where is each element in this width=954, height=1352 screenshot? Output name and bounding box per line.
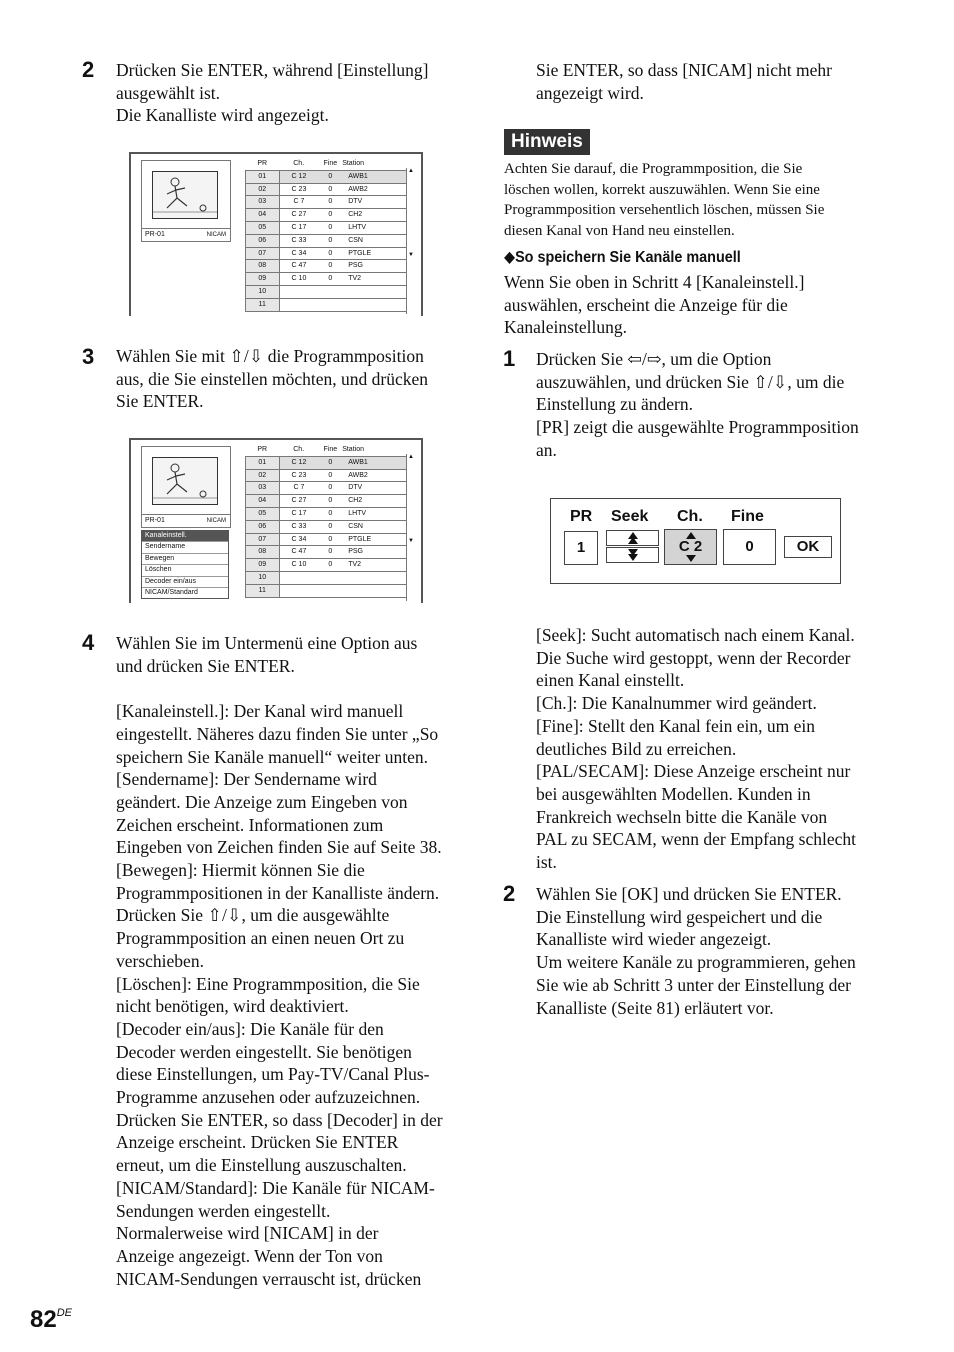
table-cell: 01 (246, 170, 280, 183)
text-line: NICAM-Sendungen verrauscht ist, drücken (116, 1268, 422, 1289)
text-line: ausgewählt ist. (116, 82, 221, 103)
text-line: Drücken Sie ENTER, so dass [Decoder] in der (116, 1109, 443, 1130)
table-row[interactable] (246, 520, 407, 533)
table-cell: DTV (342, 196, 406, 209)
table-row[interactable] (246, 533, 407, 546)
table-cell: C 17 (279, 221, 318, 234)
table-cell: 08 (246, 260, 280, 273)
language-code: DE (56, 1307, 72, 1319)
seek-down-icon (628, 554, 638, 561)
program-label: PR-01 (145, 517, 165, 524)
preview-thumbnail (141, 160, 231, 242)
table-cell (318, 298, 342, 311)
text-line: und drücken Sie ENTER. (116, 655, 295, 676)
seek-up-button[interactable] (606, 530, 659, 546)
text-line: [PR] zeigt die ausgewählte Programmposition (536, 417, 859, 438)
table-cell: CSN (342, 234, 406, 247)
table-cell: 10 (246, 571, 280, 584)
text-line: bei ausgewählten Modellen. Kunden in (536, 783, 811, 804)
table-cell: PTGLE (342, 247, 406, 260)
manual-step-2-text (536, 883, 856, 1019)
table-cell: 09 (246, 273, 280, 286)
fine-value-box[interactable]: 0 (723, 529, 776, 565)
text-line: Kanaleinstellung. (504, 317, 627, 338)
step-4-text (116, 632, 443, 1290)
table-cell: 08 (246, 546, 280, 559)
table-cell: 0 (318, 520, 342, 533)
text-line: diesen Kanal von Hand neu einstellen. (504, 222, 735, 239)
ch-label: Ch. (677, 508, 703, 525)
table-cell: 0 (318, 234, 342, 247)
submenu-item[interactable]: NICAM/Standard (145, 588, 198, 596)
text-line: Wählen Sie mit ⇧/⇩ die Programmposition (116, 346, 424, 366)
table-cell: C 12 (279, 456, 318, 469)
section-intro-text (504, 271, 804, 339)
table-row[interactable] (246, 209, 407, 222)
table-cell: C 10 (279, 273, 318, 286)
text-line: Sie ENTER. (116, 391, 204, 412)
text-line: [Decoder ein/aus]: Die Kanäle für den (116, 1018, 384, 1039)
seek-up-icon (628, 537, 638, 544)
text-line: Kanalliste (Seite 81) erläutert vor. (536, 997, 774, 1018)
table-cell (342, 298, 406, 311)
table-cell: C 47 (279, 546, 318, 559)
table-cell: PSG (342, 546, 406, 559)
table-cell: AWB2 (342, 183, 406, 196)
ch-value-box[interactable] (664, 529, 717, 565)
text-line: Achten Sie darauf, die Programmposition, die Sie (504, 161, 803, 177)
channel-list-submenu-screen (129, 438, 423, 603)
table-cell: TV2 (342, 559, 406, 572)
table-cell: 11 (246, 584, 280, 597)
table-cell: 0 (318, 559, 342, 572)
table-cell: 03 (246, 482, 280, 495)
text-line: PAL zu SECAM, wenn der Empfang schlecht (536, 829, 856, 850)
text-line: an. (536, 439, 557, 460)
table-cell: AWB1 (342, 170, 406, 183)
table-cell: 06 (246, 234, 280, 247)
text-line: Die Suche wird gestoppt, wenn der Recorder (536, 647, 851, 668)
step-2-text (116, 59, 429, 127)
table-cell: 10 (246, 285, 280, 298)
table-row[interactable] (246, 234, 407, 247)
fine-label: Fine (731, 508, 764, 525)
table-cell: TV2 (342, 273, 406, 286)
text-line: [Löschen]: Eine Programmposition, die Sie (116, 973, 420, 994)
table-cell: C 34 (279, 247, 318, 260)
column-header: Ch. (279, 158, 318, 170)
text-line: Um weitere Kanäle zu programmieren, gehen (536, 952, 856, 973)
text-line: [PAL/SECAM]: Diese Anzeige erscheint nur (536, 761, 851, 782)
submenu-item[interactable]: Löschen (142, 565, 228, 576)
text-line: diese Einstellungen, um Pay-TV/Canal Plus- (116, 1064, 430, 1085)
table-row[interactable] (246, 273, 407, 286)
table-cell: C 23 (279, 469, 318, 482)
table-cell (279, 571, 318, 584)
text-line: Wenn Sie oben in Schritt 4 [Kanaleinstell.] (504, 272, 805, 292)
table-cell: C 27 (279, 495, 318, 508)
text-line: einen Kanal einstellt. (536, 670, 685, 691)
table-cell: 0 (318, 221, 342, 234)
column-header: Fine (318, 444, 342, 456)
table-cell: C 12 (279, 170, 318, 183)
table-header-row (246, 158, 407, 170)
text-line: Zeichen erscheint. Informationen zum (116, 814, 384, 835)
table-cell: LHTV (342, 221, 406, 234)
table-row[interactable] (246, 221, 407, 234)
text-line: eingestellt. Näheres dazu finden Sie unter „So (116, 723, 439, 744)
preview-image (152, 457, 218, 505)
text-line: Frankreich wechseln bitte die Kanäle von (536, 806, 828, 827)
text-line: Programmposition versehentlich löschen, müssen Sie (504, 202, 825, 219)
column-header: Fine (318, 158, 342, 170)
table-cell: LHTV (342, 507, 406, 520)
step-number: 1 (503, 346, 516, 371)
table-cell: 07 (246, 247, 280, 260)
table-cell: C 10 (279, 559, 318, 572)
scrollbar[interactable]: ▲ ▼ (406, 454, 415, 601)
table-cell: 05 (246, 507, 280, 520)
table-cell: C 33 (279, 520, 318, 533)
table-cell: CH2 (342, 495, 406, 508)
table-cell: DTV (342, 482, 406, 495)
hint-label: Hinweis (504, 129, 590, 155)
text-line: Programme anzusehen oder aufzuzeichnen. (116, 1087, 421, 1108)
table-cell (342, 571, 406, 584)
table-cell (342, 285, 406, 298)
step-number: 2 (503, 881, 516, 906)
text-line: Sendungen werden eingestellt. (116, 1200, 331, 1221)
audio-mode-label: NICAM (206, 518, 226, 524)
step-number: 3 (82, 344, 95, 369)
submenu-item[interactable]: Bewegen (142, 554, 228, 565)
text-line: Einstellung zu ändern. (536, 394, 693, 415)
table-row[interactable] (246, 495, 407, 508)
text-line: [NICAM/Standard]: Die Kanäle für NICAM- (116, 1177, 435, 1198)
table-cell: C 7 (279, 196, 318, 209)
seek-down-button[interactable] (606, 547, 659, 563)
table-cell: 01 (246, 456, 280, 469)
text-line: auszuwählen, und drücken Sie ⇧/⇩, um die (536, 371, 845, 392)
table-row[interactable] (246, 456, 407, 469)
table-row[interactable] (246, 298, 407, 311)
table-cell (279, 584, 318, 597)
column-header: PR (246, 444, 280, 456)
table-cell: 02 (246, 183, 280, 196)
text-line: verschieben. (116, 950, 204, 971)
table-header-row (246, 444, 407, 456)
table-cell: C 34 (279, 533, 318, 546)
hint-text (504, 159, 824, 241)
text-line: Wählen Sie [OK] und drücken Sie ENTER. (536, 884, 842, 904)
preview-thumbnail (141, 446, 231, 528)
table-cell: 0 (318, 482, 342, 495)
text-line: nicht benötigen, wird deaktiviert. (116, 996, 349, 1017)
table-cell: C 7 (279, 482, 318, 495)
table-cell: 0 (318, 273, 342, 286)
channel-table (245, 158, 407, 312)
table-cell: 09 (246, 559, 280, 572)
text-line: geändert. Die Anzeige zum Eingeben von (116, 791, 408, 812)
table-cell (318, 584, 342, 597)
table-row[interactable] (246, 247, 407, 260)
table-cell: 0 (318, 209, 342, 222)
preview-image (152, 171, 218, 219)
table-cell: 0 (318, 183, 342, 196)
text-line: Die Einstellung wird gespeichert und die (536, 906, 823, 927)
text-line: Programmpositionen in der Kanalliste ändern. (116, 882, 440, 903)
table-cell: CH2 (342, 209, 406, 222)
table-cell (279, 298, 318, 311)
table-cell: 0 (318, 247, 342, 260)
table-cell (342, 584, 406, 597)
scrollbar[interactable]: ▲ ▼ (406, 168, 415, 314)
table-cell: AWB2 (342, 469, 406, 482)
text-line: Drücken Sie ENTER, während [Einstellung] (116, 60, 429, 80)
preview-info-bar (142, 228, 230, 241)
table-row[interactable] (246, 469, 407, 482)
table-cell: 0 (318, 456, 342, 469)
text-line: Anzeige angezeigt. Wenn der Ton von (116, 1245, 383, 1266)
seek-label: Seek (611, 508, 649, 525)
table-row[interactable] (246, 285, 407, 298)
ok-button[interactable]: OK (784, 536, 832, 558)
table-cell: PSG (342, 260, 406, 273)
text-line: erneut, um die Einstellung auszuschalten. (116, 1155, 407, 1176)
table-cell: 03 (246, 196, 280, 209)
table-cell: C 17 (279, 507, 318, 520)
table-row[interactable] (246, 571, 407, 584)
table-cell: 0 (318, 469, 342, 482)
table-row[interactable] (246, 559, 407, 572)
table-cell: 04 (246, 209, 280, 222)
table-cell: C 27 (279, 209, 318, 222)
table-cell: 02 (246, 469, 280, 482)
table-cell: 0 (318, 495, 342, 508)
channel-submenu (141, 530, 229, 599)
table-cell: 05 (246, 221, 280, 234)
text-line: Decoder werden eingestellt. Sie benötigen (116, 1041, 412, 1062)
table-cell: 0 (318, 196, 342, 209)
channel-list-screen (129, 152, 423, 316)
step-number: 4 (82, 630, 95, 655)
table-cell: PTGLE (342, 533, 406, 546)
audio-mode-label: NICAM (206, 232, 226, 238)
text-line: ist. (536, 852, 557, 873)
table-cell: C 33 (279, 234, 318, 247)
table-row[interactable] (246, 196, 407, 209)
table-cell: C 23 (279, 183, 318, 196)
text-line (116, 677, 443, 700)
text-line: Wählen Sie im Untermenü eine Option aus (116, 633, 418, 653)
table-cell: 06 (246, 520, 280, 533)
preview-info-bar (142, 514, 230, 527)
table-cell: 0 (318, 170, 342, 183)
page-number (30, 1298, 72, 1335)
text-line: [Seek]: Sucht automatisch nach einem Kanal. (536, 625, 855, 645)
table-cell: AWB1 (342, 456, 406, 469)
table-row[interactable] (246, 584, 407, 597)
text-line: löschen wollen, korrekt auszuwählen. Wenn Sie eine (504, 181, 820, 198)
table-cell: 0 (318, 260, 342, 273)
text-line: Drücken Sie ⇦/⇨, um die Option (536, 349, 772, 369)
table-cell (318, 571, 342, 584)
table-row[interactable] (246, 170, 407, 183)
table-cell (318, 285, 342, 298)
table-row[interactable] (246, 482, 407, 495)
text-line: Die Kanalliste wird angezeigt. (116, 105, 329, 126)
column-header: Station (342, 444, 406, 456)
channel-table (245, 444, 407, 598)
text-line: Kanalliste wird wieder angezeigt. (536, 929, 772, 950)
table-row[interactable] (246, 260, 407, 273)
text-line: Anzeige erscheint. Drücken Sie ENTER (116, 1132, 399, 1153)
table-cell: 04 (246, 495, 280, 508)
manual-step-1-text (536, 348, 859, 462)
text-line: aus, die Sie einstellen möchten, und drücken (116, 368, 429, 389)
column-header: PR (246, 158, 280, 170)
channel-setup-panel (550, 498, 841, 584)
panel-explanation-text (536, 624, 856, 874)
text-line: deutliches Bild zu erreichen. (536, 738, 737, 759)
text-line: speichern Sie Kanäle manuell“ weiter unten. (116, 746, 428, 767)
text-line: [Bewegen]: Hiermit können Sie die (116, 860, 365, 881)
table-row[interactable] (246, 546, 407, 559)
ch-down-icon (686, 555, 696, 562)
column-header: Ch. (279, 444, 318, 456)
submenu-item[interactable]: Sendername (142, 542, 228, 553)
table-cell: CSN (342, 520, 406, 533)
table-cell: 11 (246, 298, 280, 311)
table-row[interactable] (246, 183, 407, 196)
soccer-player-icon (153, 172, 217, 218)
text-line: angezeigt wird. (536, 82, 644, 103)
text-line: Normalerweise wird [NICAM] in der (116, 1223, 379, 1244)
column-header: Station (342, 158, 406, 170)
page-number-value: 82 (30, 1306, 57, 1333)
text-line: Sie ENTER, so dass [NICAM] nicht mehr (536, 60, 833, 80)
pr-label: PR (570, 508, 593, 525)
table-cell: C 47 (279, 260, 318, 273)
text-line: Programmposition an einen neuen Ort zu (116, 928, 405, 949)
text-line: [Ch.]: Die Kanalnummer wird geändert. (536, 693, 817, 714)
program-label: PR-01 (145, 231, 165, 238)
text-line: [Kanaleinstell.]: Der Kanal wird manuell (116, 701, 404, 722)
text-line: [Sendername]: Der Sendername wird (116, 769, 377, 790)
table-cell: 0 (318, 507, 342, 520)
soccer-player-icon (153, 458, 217, 504)
table-cell: 0 (318, 533, 342, 546)
text-line: auswählen, erscheint die Anzeige für die (504, 294, 788, 315)
text-line: Sie wie ab Schritt 3 unter der Einstellung der (536, 974, 851, 995)
section-subheading: ◆So speichern Sie Kanäle manuell (504, 249, 741, 266)
table-row[interactable] (246, 507, 407, 520)
table-cell: 07 (246, 533, 280, 546)
step-4-continued-text (536, 59, 832, 104)
table-cell: 0 (318, 546, 342, 559)
step-number: 2 (82, 57, 95, 82)
text-line: Drücken Sie ⇧/⇩, um die ausgewählte (116, 905, 390, 926)
step-3-text (116, 345, 428, 413)
ch-value: C 2 (678, 538, 703, 555)
text-line: [Fine]: Stellt den Kanal fein ein, um ein (536, 715, 815, 736)
table-cell (279, 285, 318, 298)
submenu-item[interactable]: Kanaleinstell. (142, 531, 228, 542)
submenu-item[interactable]: Decoder ein/aus (142, 577, 228, 588)
text-line: Eingeben von Zeichen finden Sie auf Seite 38. (116, 837, 442, 858)
pr-value-box[interactable]: 1 (564, 531, 598, 565)
